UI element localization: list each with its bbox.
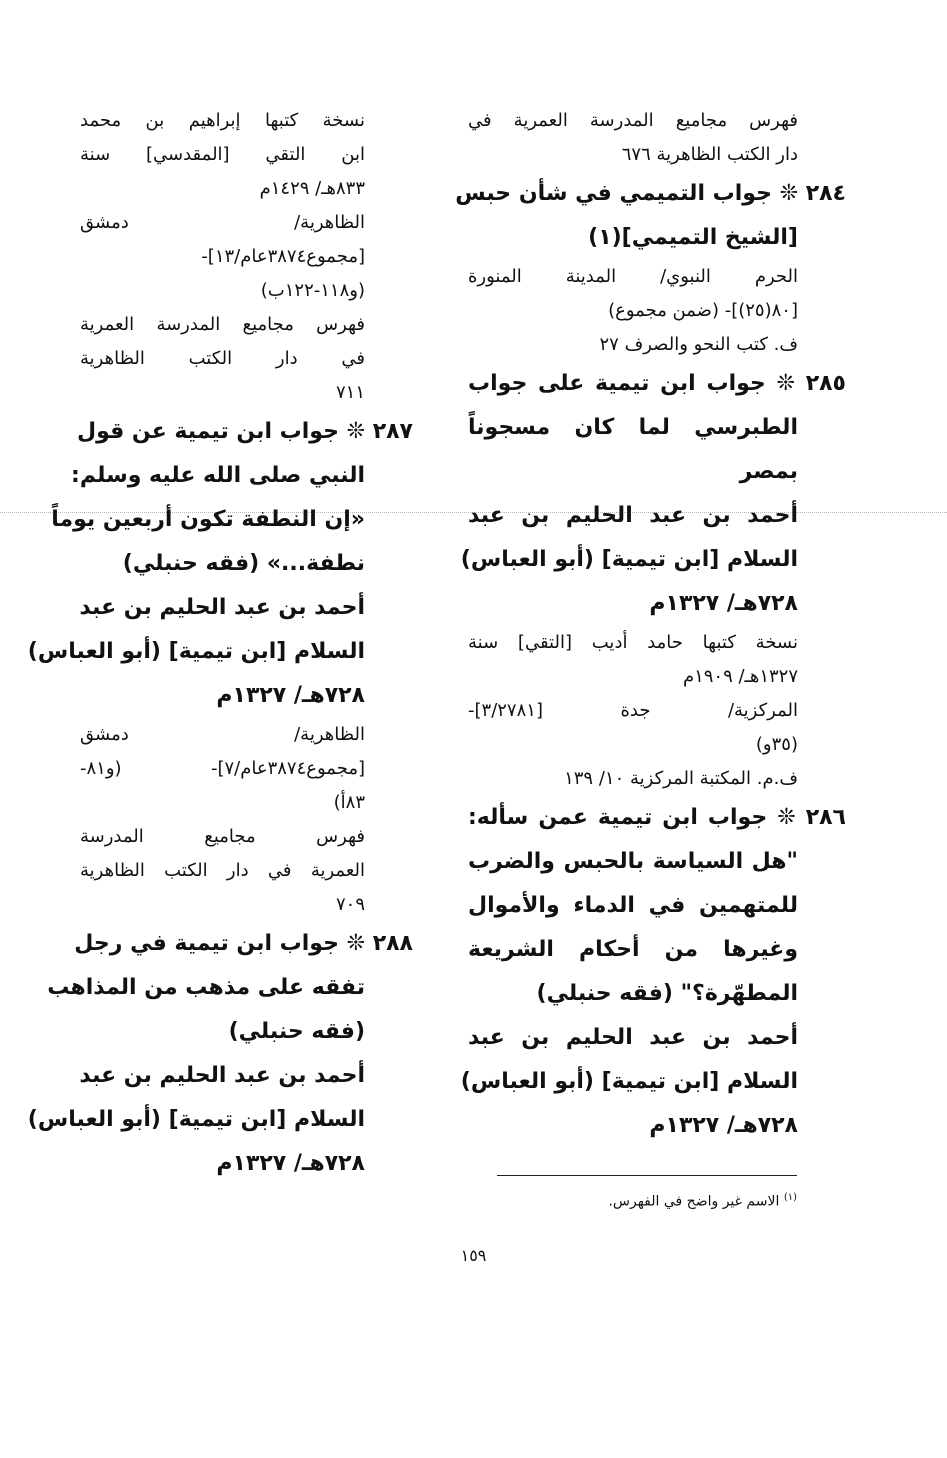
- entry-heading-line: السلام [ابن تيمية] (أبو العباس): [27, 639, 365, 664]
- entry-heading-line: ٢٨٦ ❊ جواب ابن تيمية عمن سأله:: [468, 805, 846, 830]
- entry-heading-line: أحمد بن عبد الحليم بن عبد: [468, 1025, 798, 1050]
- entry-heading-line: ٧٢٨هـ/ ١٣٢٧م: [216, 683, 365, 708]
- left-column: [27, 104, 413, 1186]
- entry-text-line: [مجموع٣٨٧٤عام/٧]- (و٨١-: [80, 758, 365, 779]
- entry-heading-line: ٧٢٨هـ/ ١٣٢٧م: [649, 1113, 798, 1138]
- entry-heading-line: «إن النطفة تكون أربعين يوماً: [51, 507, 365, 532]
- entry-heading-line: وغيرها من أحكام الشريعة: [468, 937, 798, 962]
- entry-heading-line: السلام [ابن تيمية] (أبو العباس): [460, 1069, 798, 1094]
- entry-text-line: دار الكتب الظاهرية ٦٧٦: [621, 144, 798, 165]
- entry-heading-line: تفقه على مذهب من المذاهب: [47, 975, 365, 1000]
- entry-text-line: الحرم النبوي/ المدينة المنورة: [468, 266, 798, 287]
- entry-text-line: ٧١١: [335, 382, 365, 403]
- entry-text-line: (و١١٨-١٢٢ب): [260, 280, 365, 301]
- entry-heading-line: للمتهمين في الدماء والأموال: [468, 893, 798, 918]
- entry-text-line: فهرس مجاميع المدرسة: [80, 826, 365, 847]
- entry-heading-line: ٧٢٨هـ/ ١٣٢٧م: [216, 1151, 365, 1176]
- entry-text-line: ف. كتب النحو والصرف ٢٧: [599, 334, 798, 355]
- entry-text-line: ٧٠٩: [335, 894, 365, 915]
- right-column: [455, 104, 846, 1148]
- entry-text-line: الظاهرية/ دمشق: [80, 212, 365, 233]
- page-number: ١٥٩: [460, 1246, 487, 1265]
- footnote: [497, 1186, 797, 1214]
- entry-text-line: ٨٣أ): [333, 792, 365, 813]
- entry-text-line: في دار الكتب الظاهرية: [80, 348, 365, 369]
- entry-heading-line: ٢٨٤ ❊ جواب التميمي في شأن حبس: [455, 181, 846, 206]
- entry-heading-line: الطبرسي لما كان مسجوناً: [468, 415, 798, 440]
- entry-heading-line: [الشيخ التميمي](١): [588, 225, 798, 250]
- entry-heading-line: ٢٨٨ ❊ جواب ابن تيمية في رجل: [74, 931, 413, 956]
- entry-heading-line: المطهّرة؟" (فقه حنبلي): [536, 981, 798, 1006]
- entry-text-line: (٣٥و): [755, 734, 798, 755]
- entry-heading-line: ٢٨٥ ❊ جواب ابن تيمية على جواب: [468, 371, 846, 396]
- entry-heading-line: (فقه حنبلي): [228, 1019, 365, 1044]
- footnote-marker: (١): [783, 1192, 797, 1203]
- entry-heading-line: السلام [ابن تيمية] (أبو العباس): [460, 547, 798, 572]
- footnote-separator: [497, 1175, 797, 1176]
- entry-text-line: [مجموع٣٨٧٤عام/١٣]-: [201, 246, 365, 267]
- entry-text-line: فهرس مجاميع المدرسة العمرية في: [468, 110, 798, 131]
- entry-text-line: ابن التقي [المقدسي] سنة: [80, 144, 365, 165]
- entry-text-line: نسخة كتبها إبراهيم بن محمد: [80, 110, 365, 131]
- entry-heading-line: النبي صلى الله عليه وسلم:: [71, 463, 365, 488]
- entry-text-line: ٨٣٣هـ/ ١٤٢٩م: [259, 178, 365, 199]
- entry-heading-line: بمصر: [739, 459, 798, 484]
- entry-text-line: فهرس مجاميع المدرسة العمرية: [80, 314, 365, 335]
- entry-text-line: الظاهرية/ دمشق: [80, 724, 365, 745]
- entry-text-line: ف.م. المكتبة المركزية ١٠/ ١٣٩: [564, 768, 798, 789]
- entry-heading-line: أحمد بن عبد الحليم بن عبد: [79, 595, 365, 620]
- entry-heading-line: ٧٢٨هـ/ ١٣٢٧م: [649, 591, 798, 616]
- entry-text-line: نسخة كتبها حامد أديب [التقي] سنة: [468, 632, 798, 653]
- entry-heading-line: أحمد بن عبد الحليم بن عبد: [468, 503, 798, 528]
- entry-heading-line: السلام [ابن تيمية] (أبو العباس): [27, 1107, 365, 1132]
- entry-heading-line: ٢٨٧ ❊ جواب ابن تيمية عن قول: [76, 419, 413, 444]
- entry-text-line: [٨٠(٢٥)]- (ضمن مجموع): [608, 300, 798, 321]
- entry-text-line: العمرية في دار الكتب الظاهرية: [80, 860, 365, 881]
- entry-heading-line: أحمد بن عبد الحليم بن عبد: [79, 1063, 365, 1088]
- entry-heading-line: "هل السياسة بالحبس والضرب: [468, 849, 798, 874]
- footnote-text: الاسم غير واضح في الفهرس.: [608, 1193, 780, 1210]
- entry-text-line: ١٣٢٧هـ/ ١٩٠٩م: [682, 666, 798, 687]
- entry-text-line: المركزية/ جدة [٣/٢٧٨١]-: [468, 700, 798, 721]
- entry-heading-line: نطفة...» (فقه حنبلي): [122, 551, 365, 576]
